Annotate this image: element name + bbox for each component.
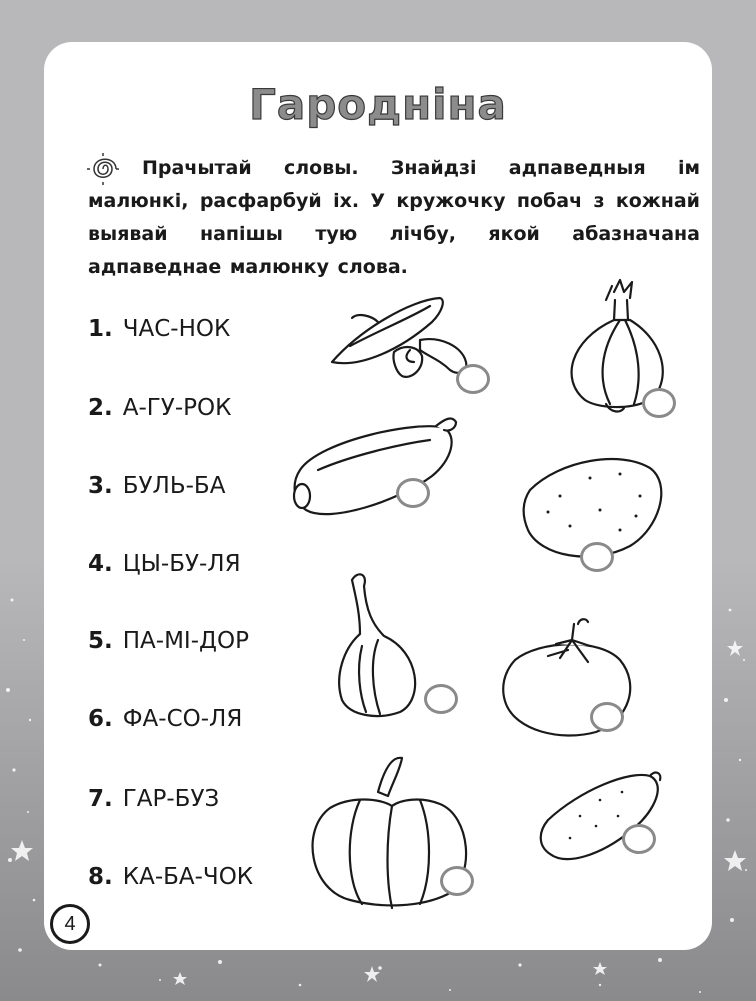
answer-circle[interactable] [424, 684, 458, 714]
word-number: 8. [88, 864, 113, 890]
word-number: 7. [88, 786, 113, 812]
word-text: БУЛЬ-БА [122, 473, 226, 499]
word-item-8 [88, 864, 253, 890]
answer-circle[interactable] [440, 866, 474, 896]
word-text: А-ГУ-РОК [122, 395, 232, 421]
word-text: ЦЫ-БУ-ЛЯ [122, 551, 241, 577]
word-text: ГАР-БУЗ [122, 786, 220, 812]
word-item-4 [88, 551, 241, 577]
word-text: ФА-СО-ЛЯ [122, 706, 243, 732]
word-number: 6. [88, 706, 113, 732]
word-number: 4. [88, 551, 113, 577]
word-text: ЧАС-НОК [122, 316, 231, 342]
word-item-7 [88, 786, 219, 812]
page-number: 4 [50, 904, 90, 944]
word-item-1 [88, 316, 230, 342]
answer-circle[interactable] [622, 824, 656, 854]
word-number: 1. [88, 316, 113, 342]
answer-circle[interactable] [456, 364, 490, 394]
word-number: 5. [88, 628, 113, 654]
word-item-3 [88, 473, 225, 499]
answer-circle[interactable] [396, 478, 430, 508]
answer-circle[interactable] [580, 542, 614, 572]
word-number: 2. [88, 395, 113, 421]
word-number: 3. [88, 473, 113, 499]
word-text: ПА-МІ-ДОР [122, 628, 249, 654]
instructions: Прачытай словы. Знайдзі адпаведныя ім малюнкі, расфарбуй іх. У кружочку побач з кожнай выявай напішы тую лічбу, якой абазначана адпаведнае малюнку слова. [88, 157, 700, 278]
answer-circle[interactable] [590, 702, 624, 732]
word-item-6 [88, 706, 242, 732]
word-text: КА-БА-ЧОК [122, 864, 254, 890]
answer-circle[interactable] [642, 388, 676, 418]
page-title: Гароднiна [249, 80, 507, 129]
word-item-5 [88, 628, 249, 654]
word-item-2 [88, 395, 231, 421]
